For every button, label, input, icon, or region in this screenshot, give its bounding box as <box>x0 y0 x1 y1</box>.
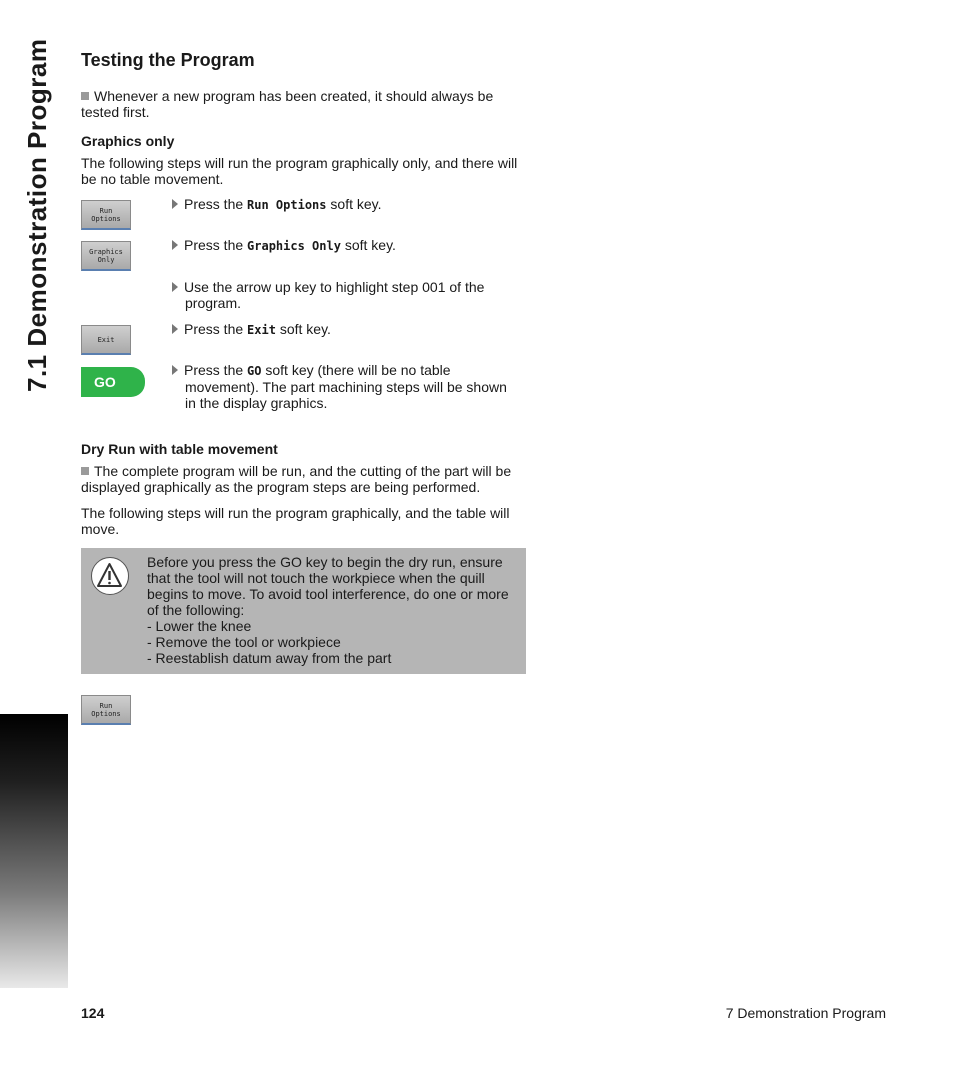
step-1 <box>172 196 532 213</box>
intro-bullet <box>81 88 521 120</box>
step-line: movement). The part machining steps will be shown <box>185 379 507 395</box>
warning-icon <box>91 557 129 595</box>
run-options-softkey-dry-run[interactable] <box>81 695 131 725</box>
step-prefix: Press the <box>184 362 248 378</box>
step-prefix: Press the <box>184 237 248 253</box>
softkey-label: Run <box>99 701 113 710</box>
warning-box <box>81 548 526 674</box>
softkey-label: Graphics <box>89 247 123 256</box>
step-suffix: soft key (there will be no table <box>261 362 451 378</box>
warning-line: - Lower the knee <box>147 618 252 634</box>
page-number: 124 <box>81 1005 105 1021</box>
softkey-label: Options <box>91 709 121 718</box>
step-key: Exit <box>247 323 276 337</box>
go-label: GO <box>94 374 116 390</box>
bullet-square-icon <box>81 92 89 100</box>
arrow-right-icon <box>172 365 178 375</box>
softkey-label: Options <box>91 214 121 223</box>
softkey-label: Only <box>97 255 115 264</box>
bullet-square-icon <box>81 467 89 475</box>
step-suffix: soft key. <box>340 237 396 253</box>
step-5 <box>172 362 532 411</box>
footer-chapter: 7 Demonstration Program <box>725 1005 886 1021</box>
step-2 <box>172 237 532 254</box>
intro-bullet-text: Whenever a new program has been created, it should always be tested first. <box>81 88 494 120</box>
warning-line: begins to move. To avoid tool interference, do one or more <box>147 586 509 602</box>
warning-text <box>147 554 522 666</box>
warning-line: Before you press the GO key to begin the dry run, ensure <box>147 554 503 570</box>
step-line: program. <box>185 295 242 311</box>
warning-line: of the following: <box>147 602 245 618</box>
dry-run-heading: Dry Run with table movement <box>81 441 278 457</box>
exit-softkey[interactable] <box>81 325 131 355</box>
step-prefix: Press the <box>184 321 248 337</box>
step-key: GO <box>247 364 262 378</box>
graphics-only-text: The following steps will run the program graphically only, and there will be no table movement. <box>81 155 518 187</box>
dry-run-text: The following steps will run the program graphically, and the table will move. <box>81 505 510 537</box>
chapter-side-title-text: 7.1 Demonstration Program <box>22 38 52 392</box>
warning-line: - Reestablish datum away from the part <box>147 650 392 666</box>
step-4 <box>172 321 532 338</box>
softkey-label: Exit <box>97 335 115 344</box>
warning-line: that the tool will not touch the workpiece when the quill <box>147 570 485 586</box>
step-key: Graphics Only <box>247 239 341 253</box>
arrow-right-icon <box>172 199 178 209</box>
chapter-side-title <box>22 38 58 392</box>
graphics-only-heading: Graphics only <box>81 133 175 149</box>
arrow-right-icon <box>172 240 178 250</box>
arrow-right-icon <box>172 282 178 292</box>
step-line: Use the arrow up key to highlight step 001 of the <box>184 279 485 295</box>
step-line: in the display graphics. <box>185 395 328 411</box>
go-softkey[interactable] <box>81 367 145 397</box>
arrow-right-icon <box>172 324 178 334</box>
dry-run-bullet <box>81 463 526 495</box>
step-3 <box>172 279 532 311</box>
dry-run-bullet-text: The complete program will be run, and the cutting of the part will be displayed graphically as the program steps are being performed. <box>81 463 512 495</box>
step-suffix: soft key. <box>275 321 331 337</box>
warning-line: - Remove the tool or workpiece <box>147 634 341 650</box>
step-key: Run Options <box>247 198 327 212</box>
section-heading: Testing the Program <box>81 50 255 70</box>
step-prefix: Press the <box>184 196 248 212</box>
step-suffix: soft key. <box>326 196 382 212</box>
softkey-label: Run <box>99 206 113 215</box>
run-options-softkey[interactable] <box>81 200 131 230</box>
graphics-only-softkey[interactable] <box>81 241 131 271</box>
chapter-gradient-bar <box>0 714 68 988</box>
